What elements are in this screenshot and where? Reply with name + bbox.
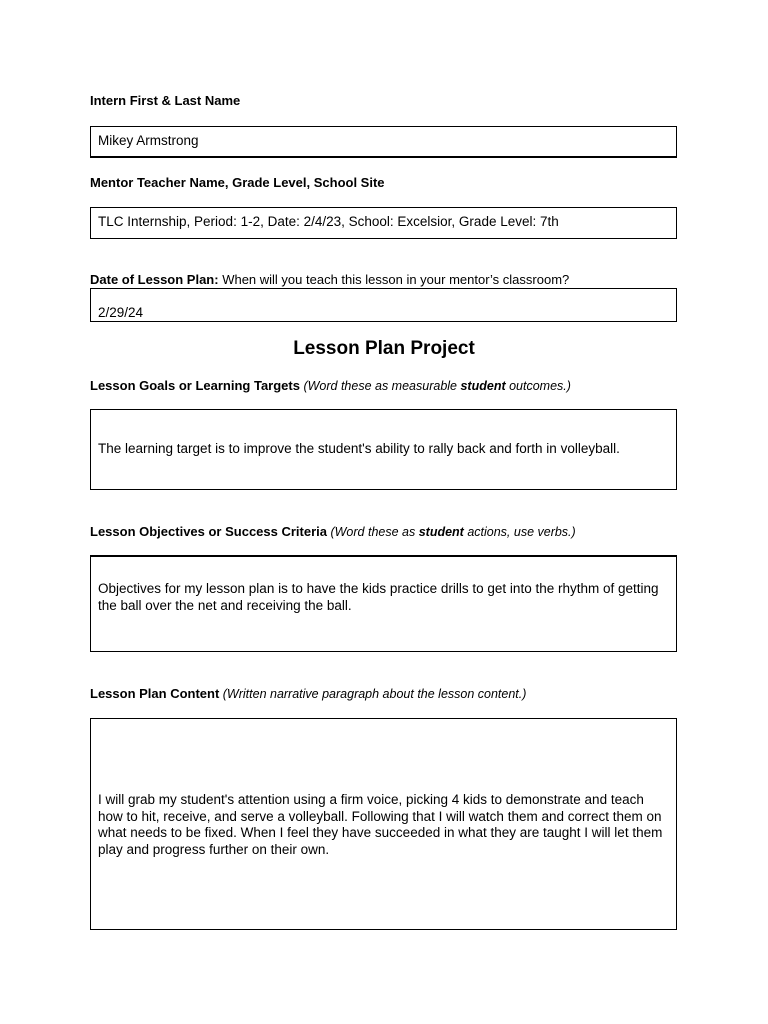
lesson-content-label-text: Lesson Plan Content <box>90 686 220 701</box>
lesson-date-value: 2/29/24 <box>98 305 144 320</box>
lesson-objectives-label-text: Lesson Objectives or Success Criteria <box>90 524 327 539</box>
lesson-goals-note <box>300 379 571 393</box>
lesson-goals-note-pre: (Word these as measurable <box>299 379 461 393</box>
lesson-objectives-label <box>90 524 576 539</box>
lesson-objectives-note-bold: student <box>418 525 464 539</box>
lesson-goals-note-bold: student <box>460 379 506 393</box>
intern-name-field[interactable] <box>90 126 677 158</box>
mentor-info-label-text: Mentor Teacher Name, Grade Level, School Site <box>90 175 385 190</box>
intern-name-label-text: Intern First & Last Name <box>90 93 241 108</box>
lesson-objectives-note-pre: (Word these as <box>327 525 419 539</box>
lesson-objectives-field[interactable] <box>90 555 677 652</box>
lesson-date-label-text: Date of Lesson Plan: <box>90 272 219 287</box>
page-title: Lesson Plan Project <box>293 338 475 359</box>
lesson-date-label <box>90 272 569 287</box>
intern-name-value: Mikey Armstrong <box>98 133 199 148</box>
lesson-objectives-value: Objectives for my lesson plan is to have the kids practice drills to get into the rhythm of getting the ball over the net and receiving the ball. <box>98 581 659 613</box>
lesson-content-label <box>90 686 526 701</box>
lesson-goals-note-post: outcomes.) <box>505 379 571 393</box>
lesson-objectives-note <box>327 525 576 539</box>
mentor-info-field[interactable] <box>90 207 677 239</box>
lesson-date-prompt: When will you teach this lesson in your mentor’s classroom? <box>218 272 570 287</box>
lesson-goals-label-text: Lesson Goals or Learning Targets <box>90 378 300 393</box>
lesson-goals-field[interactable] <box>90 409 677 490</box>
mentor-info-label <box>90 175 385 190</box>
lesson-content-field[interactable] <box>90 718 677 930</box>
lesson-goals-value: The learning target is to improve the student's ability to rally back and forth in volleyball. <box>98 441 620 457</box>
lesson-goals-label <box>90 378 571 393</box>
lesson-objectives-note-post: actions, use verbs.) <box>463 525 576 539</box>
mentor-info-value: TLC Internship, Period: 1-2, Date: 2/4/23, School: Excelsior, Grade Level: 7th <box>98 214 559 229</box>
lesson-content-note: (Written narrative paragraph about the lesson content.) <box>219 687 527 701</box>
lesson-date-field[interactable] <box>90 288 677 322</box>
intern-name-label <box>90 93 240 108</box>
lesson-content-value: I will grab my student's attention using a firm voice, picking 4 kids to demonstrate and teach how to hit, receive, and serve a volleyball. Following that I will watch them and correct them on what needs to be fixed. When I feel they have succeeded in what they are taught I will let them play and progress further on their own. <box>98 792 663 857</box>
